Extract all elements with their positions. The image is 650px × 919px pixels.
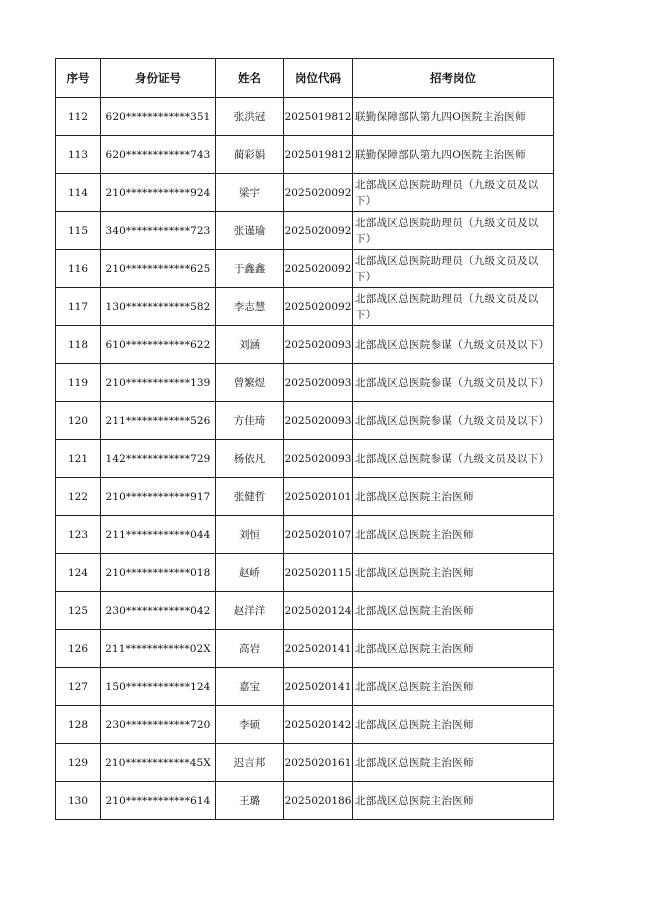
table-row (56, 288, 554, 326)
cell-position-code: 2025020092 (284, 212, 353, 250)
cell-position-code: 2025020141 (284, 668, 353, 706)
cell-name: 迟言邦 (216, 744, 284, 782)
cell-seq: 119 (56, 364, 101, 402)
cell-seq: 123 (56, 516, 101, 554)
header-seq: 序号 (56, 59, 101, 98)
cell-name: 赵峤 (216, 554, 284, 592)
cell-position: 北部战区总医院主治医师 (353, 668, 554, 706)
table-row (56, 744, 554, 782)
cell-seq: 122 (56, 478, 101, 516)
cell-position-code: 2025020093 (284, 364, 353, 402)
cell-position: 联勤保障部队第九四O医院主治医师 (353, 136, 554, 174)
table-row (56, 98, 554, 136)
cell-id-number: 210************614 (101, 782, 216, 820)
cell-position-code: 2025020101 (284, 478, 353, 516)
cell-name: 张谨瑜 (216, 212, 284, 250)
cell-name: 曾繁煜 (216, 364, 284, 402)
cell-position: 北部战区总医院主治医师 (353, 516, 554, 554)
header-position-code: 岗位代码 (284, 59, 353, 98)
table-row (56, 782, 554, 820)
table-row (56, 516, 554, 554)
header-id-number: 身份证号 (101, 59, 216, 98)
cell-position: 北部战区总医院主治医师 (353, 478, 554, 516)
candidate-table (55, 58, 554, 820)
header-position: 招考岗位 (353, 59, 554, 98)
table-row (56, 364, 554, 402)
table-row (56, 668, 554, 706)
cell-id-number: 211************02X (101, 630, 216, 668)
cell-id-number: 620************743 (101, 136, 216, 174)
table-row (56, 630, 554, 668)
cell-position: 北部战区总医院参谋（九级文员及以下） (353, 364, 554, 402)
cell-seq: 114 (56, 174, 101, 212)
cell-position: 北部战区总医院主治医师 (353, 706, 554, 744)
table-row (56, 174, 554, 212)
cell-position-code: 2025020092 (284, 174, 353, 212)
table-body (56, 98, 554, 820)
cell-id-number: 210************625 (101, 250, 216, 288)
cell-seq: 128 (56, 706, 101, 744)
cell-name: 于鑫鑫 (216, 250, 284, 288)
cell-id-number: 230************720 (101, 706, 216, 744)
table-row (56, 440, 554, 478)
table-row (56, 402, 554, 440)
table-row (56, 326, 554, 364)
cell-id-number: 150************124 (101, 668, 216, 706)
cell-position: 北部战区总医院主治医师 (353, 744, 554, 782)
cell-name: 李硕 (216, 706, 284, 744)
cell-seq: 115 (56, 212, 101, 250)
cell-seq: 127 (56, 668, 101, 706)
cell-position: 北部战区总医院主治医师 (353, 554, 554, 592)
cell-name: 刘恒 (216, 516, 284, 554)
cell-name: 嘉宝 (216, 668, 284, 706)
cell-position-code: 2025020115 (284, 554, 353, 592)
cell-position-code: 2025020124 (284, 592, 353, 630)
cell-seq: 116 (56, 250, 101, 288)
cell-position: 北部战区总医院助理员（九级文员及以下） (353, 250, 554, 288)
table-row (56, 554, 554, 592)
cell-position: 北部战区总医院参谋（九级文员及以下） (353, 326, 554, 364)
cell-seq: 118 (56, 326, 101, 364)
cell-id-number: 210************924 (101, 174, 216, 212)
cell-position-code: 2025020141 (284, 630, 353, 668)
header-name: 姓名 (216, 59, 284, 98)
cell-position-code: 2025020093 (284, 326, 353, 364)
cell-position-code: 2025020092 (284, 288, 353, 326)
cell-seq: 113 (56, 136, 101, 174)
cell-seq: 129 (56, 744, 101, 782)
table-row (56, 478, 554, 516)
cell-position: 北部战区总医院参谋（九级文员及以下） (353, 440, 554, 478)
table-row (56, 706, 554, 744)
cell-seq: 125 (56, 592, 101, 630)
cell-position-code: 2025020186 (284, 782, 353, 820)
cell-id-number: 211************044 (101, 516, 216, 554)
cell-id-number: 340************723 (101, 212, 216, 250)
cell-position-code: 2025019812 (284, 98, 353, 136)
cell-position-code: 2025020142 (284, 706, 353, 744)
header-row (56, 59, 554, 98)
cell-id-number: 610************622 (101, 326, 216, 364)
cell-position: 联勤保障部队第九四O医院主治医师 (353, 98, 554, 136)
cell-seq: 121 (56, 440, 101, 478)
cell-position-code: 2025020092 (284, 250, 353, 288)
cell-id-number: 230************042 (101, 592, 216, 630)
cell-position: 北部战区总医院参谋（九级文员及以下） (353, 402, 554, 440)
table-header (56, 59, 554, 98)
cell-position-code: 2025020093 (284, 440, 353, 478)
cell-id-number: 210************139 (101, 364, 216, 402)
cell-position: 北部战区总医院主治医师 (353, 630, 554, 668)
table-row (56, 250, 554, 288)
cell-id-number: 142************729 (101, 440, 216, 478)
cell-name: 张健哲 (216, 478, 284, 516)
cell-position: 北部战区总医院助理员（九级文员及以下） (353, 288, 554, 326)
cell-seq: 117 (56, 288, 101, 326)
table-row (56, 212, 554, 250)
cell-position: 北部战区总医院主治医师 (353, 592, 554, 630)
cell-name: 杨依凡 (216, 440, 284, 478)
cell-position-code: 2025019812 (284, 136, 353, 174)
cell-seq: 124 (56, 554, 101, 592)
cell-name: 王璐 (216, 782, 284, 820)
cell-seq: 130 (56, 782, 101, 820)
cell-position-code: 2025020161 (284, 744, 353, 782)
cell-name: 蔺彩娟 (216, 136, 284, 174)
cell-position: 北部战区总医院助理员（九级文员及以下） (353, 212, 554, 250)
cell-seq: 126 (56, 630, 101, 668)
cell-position-code: 2025020093 (284, 402, 353, 440)
cell-name: 张洪冠 (216, 98, 284, 136)
cell-name: 赵洋洋 (216, 592, 284, 630)
cell-name: 方佳琦 (216, 402, 284, 440)
cell-id-number: 620************351 (101, 98, 216, 136)
cell-seq: 112 (56, 98, 101, 136)
cell-id-number: 210************917 (101, 478, 216, 516)
cell-position: 北部战区总医院助理员（九级文员及以下） (353, 174, 554, 212)
cell-name: 高岩 (216, 630, 284, 668)
cell-id-number: 130************582 (101, 288, 216, 326)
cell-id-number: 210************018 (101, 554, 216, 592)
table-row (56, 136, 554, 174)
cell-name: 李志慧 (216, 288, 284, 326)
cell-position: 北部战区总医院主治医师 (353, 782, 554, 820)
cell-seq: 120 (56, 402, 101, 440)
cell-id-number: 210************45X (101, 744, 216, 782)
cell-position-code: 2025020107 (284, 516, 353, 554)
table-row (56, 592, 554, 630)
cell-id-number: 211************526 (101, 402, 216, 440)
cell-name: 梁宇 (216, 174, 284, 212)
cell-name: 刘涵 (216, 326, 284, 364)
